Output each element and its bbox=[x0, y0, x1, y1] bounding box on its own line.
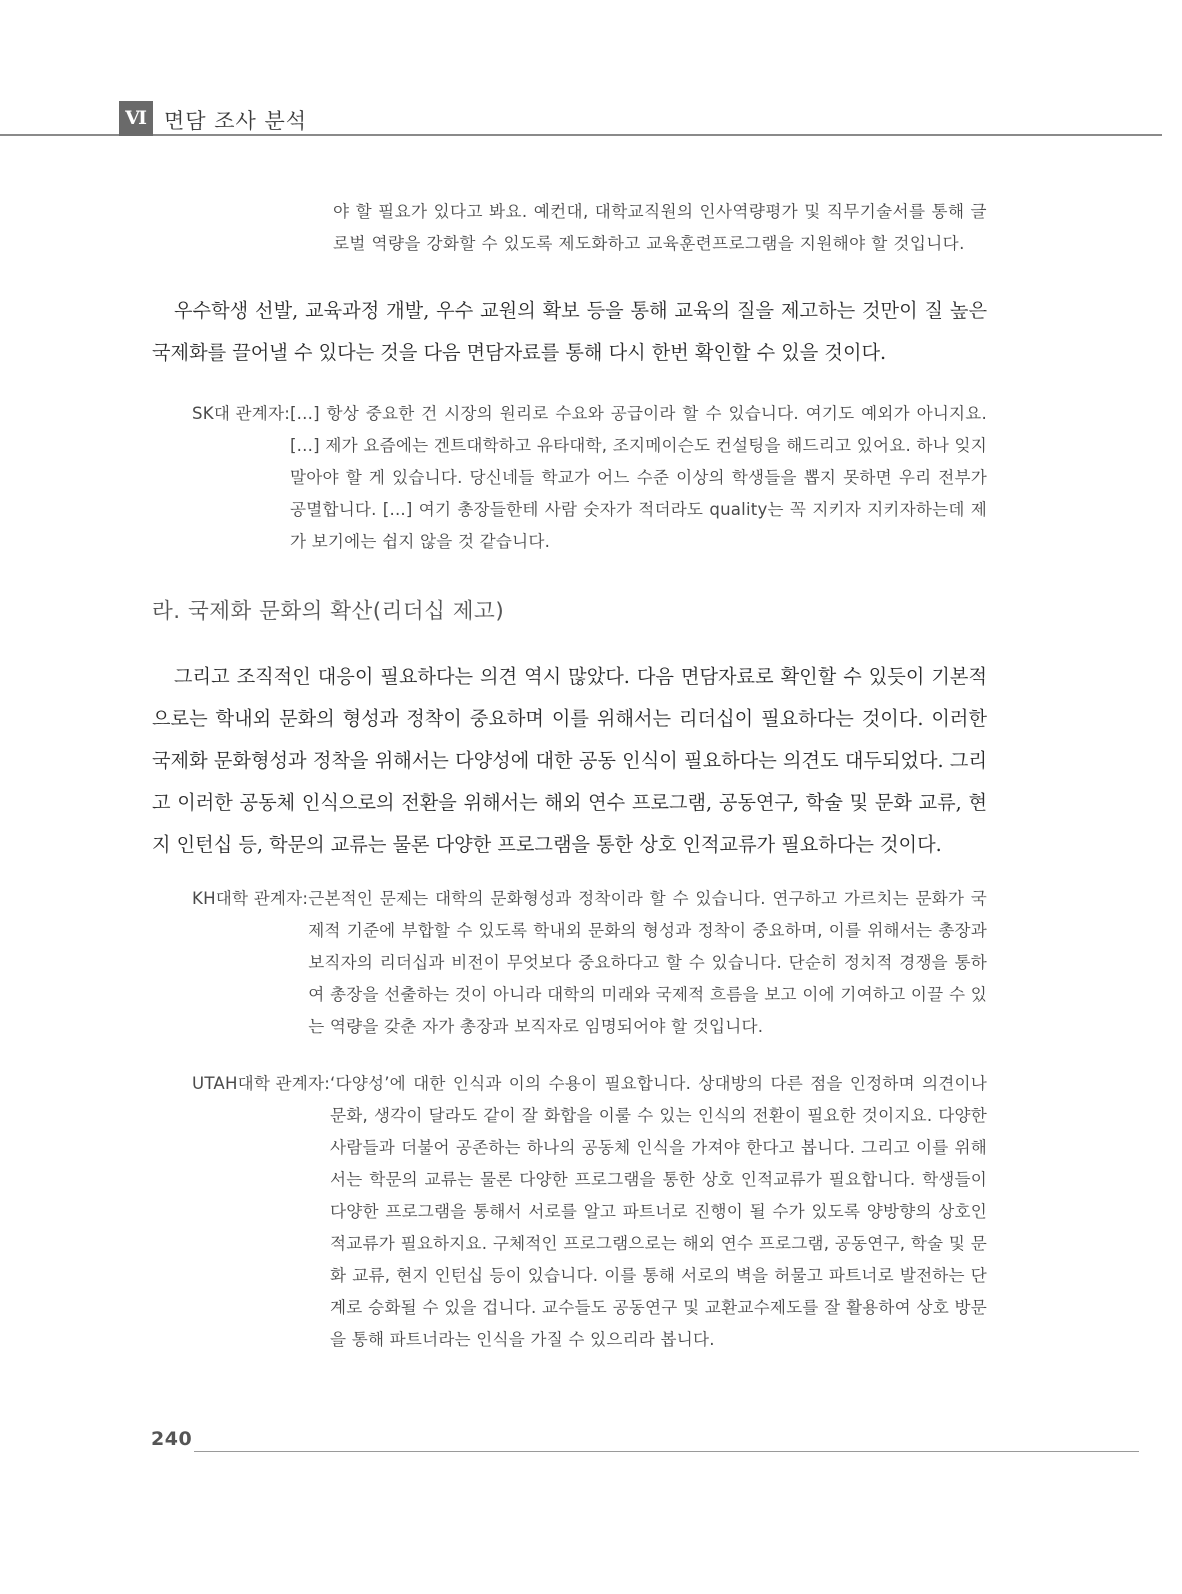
quote-speaker: UTAH대학 관계자: bbox=[192, 1074, 331, 1093]
body-paragraph-2: 그리고 조직적인 대응이 필요하다는 의견 역시 많았다. 다음 면담자료로 확인할 수 있듯이 기본적으로는 학내외 문화의 형성과 정착이 중요하며 이를 위해서는 리더십이 필요하다는 것이다. 이러한 국제화 문화형성과 정착을 위해서는 다양성에 대한 공동 인식이 필요하다는 의견도 대두되었다. 그리고 이러한 공동체 인식으로의 전환을 위해서는 해외 연수 프로그램, 공동연구, 학술 및 문화 교류, 현지 인턴십 등, 학문의 교류는 물론 다양한 프로그램을 통한 상호 인적교류가 필요하다는 것이다. bbox=[152, 665, 987, 856]
quote-speaker: KH대학 관계자: bbox=[192, 889, 309, 908]
chapter-number-badge: Ⅵ bbox=[119, 101, 153, 136]
interview-quote-sk bbox=[192, 398, 987, 558]
quote-continuation: 야 할 필요가 있다고 봐요. 예컨대, 대학교직원의 인사역량평가 및 직무기술서를 통해 글로벌 역량을 강화할 수 있도록 제도화하고 교육훈련프로그램을 지원해야 할 것입니다. bbox=[333, 202, 987, 253]
quote-text: 근본적인 문제는 대학의 문화형성과 정착이라 할 수 있습니다. 연구하고 가르치는 문화가 국제적 기준에 부합할 수 있도록 학내외 문화의 형성과 정착이 중요하며, 이를 위해서는 총장과 보직자의 리더십과 비전이 무엇보다 중요하다고 할 수 있습니다. 단순히 정치적 경쟁을 통하여 총장을 선출하는 것이 아니라 대학의 미래와 국제적 흐름을 보고 이에 기여하고 이끌 수 있는 역량을 갖춘 자가 총장과 보직자로 임명되어야 할 것입니다. bbox=[308, 889, 987, 1036]
body-paragraph-1: 우수학생 선발, 교육과정 개발, 우수 교원의 확보 등을 통해 교육의 질을 제고하는 것만이 질 높은 국제화를 끌어낼 수 있다는 것을 다음 면담자료를 통해 다시 한번 확인할 수 있을 것이다. bbox=[152, 299, 987, 364]
interview-quote-utah bbox=[192, 1068, 987, 1356]
quote-text: [...] 항상 중요한 건 시장의 원리로 수요와 공급이라 할 수 있습니다. 여기도 예외가 아니지요. [...] 제가 요즘에는 겐트대학하고 유타대학, 조지메이슨도 컨설팅을 해드리고 있어요. 하나 잊지 말아야 할 게 있습니다. 당신네들 학교가 어느 수준 이상의 학생들을 뽑지 못하면 우리 전부가 공멸합니다. [...] 여기 총장들한테 사람 숫자가 적더라도 quality는 꼭 지키자 지키자하는데 제가 보기에는 쉽지 않을 것 같습니다. bbox=[290, 404, 987, 551]
chapter-title: 면담 조사 분석 bbox=[164, 109, 308, 133]
section-heading: 라. 국제화 문화의 확산(리더십 제고) bbox=[152, 599, 505, 624]
footer-rule bbox=[194, 1451, 1139, 1452]
quote-speaker: SK대 관계자: bbox=[192, 404, 290, 423]
quote-text: ‘다양성’에 대한 인식과 이의 수용이 필요합니다. 상대방의 다른 점을 인정하며 의견이나 문화, 생각이 달라도 같이 잘 화합을 이룰 수 있는 인식의 전환이 필요한 것이지요. 다양한 사람들과 더불어 공존하는 하나의 공동체 인식을 가져야 한다고 봅니다. 그리고 이를 위해서는 학문의 교류는 물론 다양한 프로그램을 통한 상호 인적교류가 필요합니다. 학생들이 다양한 프로그램을 통해서 서로를 알고 파트너로 진행이 될 수가 있도록 양방향의 상호인적교류가 필요하지요. 구체적인 프로그램으로는 해외 연수 프로그램, 공동연구, 학술 및 문화 교류, 현지 인턴십 등이 있습니다. 이를 통해 서로의 벽을 허물고 파트너로 발전하는 단계로 승화될 수 있을 겁니다. 교수들도 공동연구 및 교환교수제도를 잘 활용하여 상호 방문을 통해 파트너라는 인식을 가질 수 있으리라 봅니다. bbox=[330, 1074, 987, 1349]
page-footer bbox=[0, 1428, 1182, 1458]
page-number: 240 bbox=[151, 1428, 193, 1450]
interview-quote-kh bbox=[192, 883, 987, 1043]
page-header bbox=[0, 98, 1182, 138]
